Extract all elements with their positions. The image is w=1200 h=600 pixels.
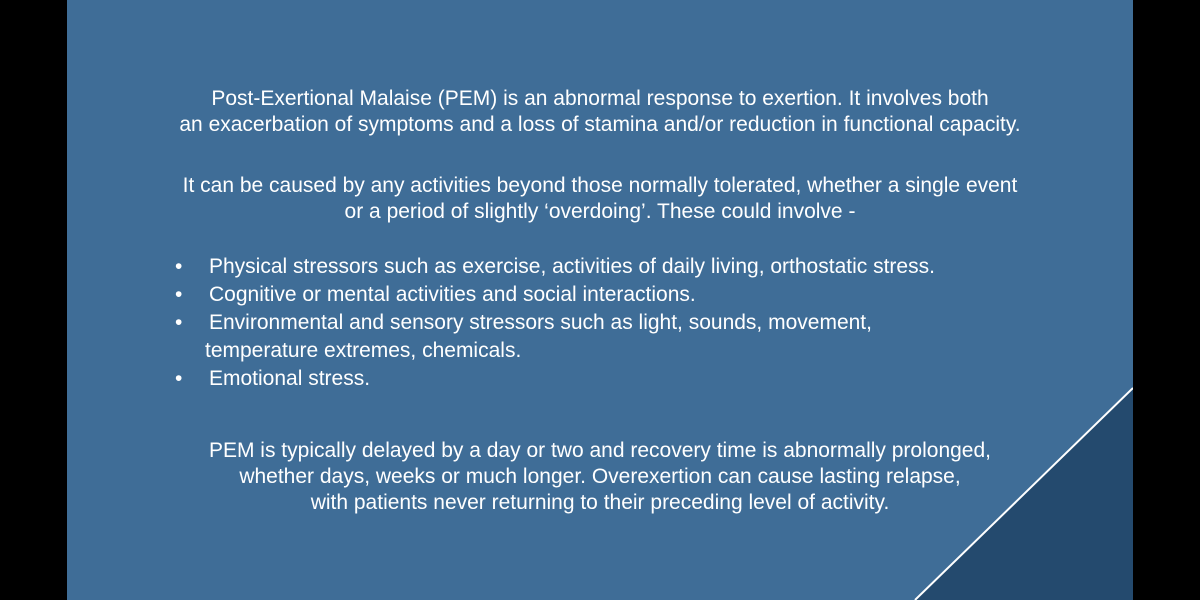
recovery-line-1: PEM is typically delayed by a day or two and recovery time is abnormally prolonged,: [208, 439, 992, 462]
list-item: [167, 281, 935, 309]
list-item-text: Physical stressors such as exercise, activities of daily living, orthostatic stress.: [209, 255, 935, 278]
slide: [67, 0, 1133, 600]
list-item-text: Environmental and sensory stressors such as light, sounds, movement,: [209, 311, 872, 334]
list-item-text: Cognitive or mental activities and social interactions.: [209, 283, 696, 306]
stressor-list: [167, 253, 935, 393]
intro-line-2: an exacerbation of symptoms and a loss of stamina and/or reduction in functional capacity.: [179, 113, 1021, 136]
bullet-icon: •: [175, 367, 183, 390]
intro-line-1: Post-Exertional Malaise (PEM) is an abnormal response to exertion. It involves both: [211, 87, 989, 110]
list-item-text: Emotional stress.: [209, 367, 371, 390]
bullet-icon: •: [175, 311, 183, 334]
recovery-paragraph: [67, 438, 1133, 516]
recovery-line-2: whether days, weeks or much longer. Overexertion can cause lasting relapse,: [239, 465, 961, 488]
causes-line-1: It can be caused by any activities beyond those normally tolerated, whether a single event: [182, 174, 1018, 197]
bullet-icon: •: [175, 255, 183, 278]
list-item-continuation: temperature extremes, chemicals.: [205, 339, 522, 362]
list-item: [167, 253, 935, 281]
list-item: [167, 365, 935, 393]
causes-paragraph: [67, 173, 1133, 225]
causes-line-2: or a period of slightly ‘overdoing’. These could involve -: [344, 200, 856, 223]
intro-paragraph: [67, 86, 1133, 138]
recovery-line-3: with patients never returning to their preceding level of activity.: [310, 491, 890, 514]
list-item: [167, 309, 935, 365]
bullet-icon: •: [175, 283, 183, 306]
